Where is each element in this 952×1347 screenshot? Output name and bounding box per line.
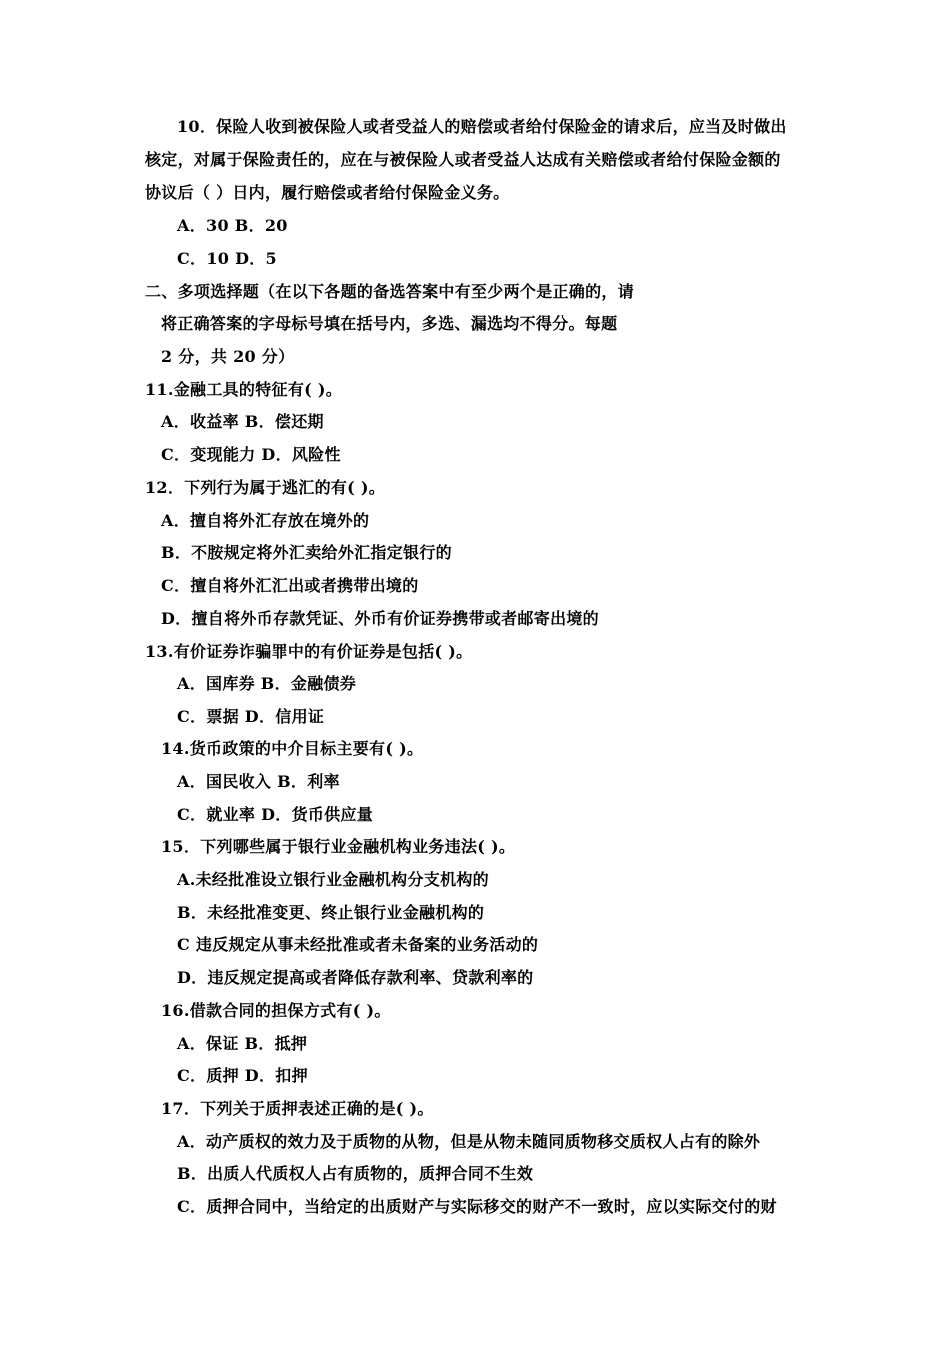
q14-options-ab: A．国民收入 B．利率 — [177, 772, 340, 791]
q14-stem: 14.货币政策的中介目标主要有( )。 — [161, 739, 424, 758]
section-2-heading-line-2: 将正确答案的字母标号填在括号内，多选、漏选均不得分。每题 — [161, 314, 618, 333]
section-2-heading-line-1: 二、多项选择题（在以下各题的备选答案中有至少两个是正确的，请 — [145, 282, 635, 301]
q13-stem: 13.有价证券诈骗罪中的有价证券是包括( )。 — [145, 642, 473, 661]
q11-options-ab: A．收益率 B．偿还期 — [161, 412, 324, 431]
q10-options-cd: C．10 D．5 — [177, 249, 277, 268]
q12-option-b: B．不胺规定将外汇卖给外汇指定银行的 — [161, 543, 452, 562]
q12-option-c: C．擅自将外汇汇出或者携带出境的 — [161, 576, 419, 595]
q11-stem: 11.金融工具的特征有( )。 — [145, 380, 343, 399]
q10-line-3: 协议后（ ）日内，履行赔偿或者给付保险金义务。 — [145, 183, 510, 202]
q15-option-a: A.未经批准设立银行业金融机构分支机构的 — [177, 870, 489, 889]
q15-option-b: B．未经批准变更、终止银行业金融机构的 — [177, 903, 485, 922]
q10-line-2: 核定，对属于保险责任的，应在与被保险人或者受益人达成有关赔偿或者给付保险金额的 — [145, 150, 781, 169]
q17-stem: 17．下列关于质押表述正确的是( )。 — [161, 1099, 434, 1118]
q15-stem: 15．下列哪些属于银行业金融机构业务违法( )。 — [161, 837, 516, 856]
q13-options-ab: A．国库券 B．金融债券 — [177, 674, 357, 693]
q15-option-c: C 违反规定从事未经批准或者未备案的业务活动的 — [177, 935, 539, 954]
q16-stem: 16.借款合同的担保方式有( )。 — [161, 1001, 391, 1020]
q10-line-1: 10．保险人收到被保险人或者受益人的赔偿或者给付保险金的请求后，应当及时做出 — [177, 117, 787, 136]
q15-option-d: D．违反规定提高或者降低存款利率、贷款利率的 — [177, 968, 534, 987]
q12-option-d: D．擅自将外币存款凭证、外币有价证券携带或者邮寄出境的 — [161, 609, 599, 628]
q16-options-cd: C．质押 D．扣押 — [177, 1066, 308, 1085]
section-2-heading-line-3: 2 分，共 20 分） — [161, 347, 295, 366]
q17-option-b: B．出质人代质权人占有质物的，质押合同不生效 — [177, 1164, 534, 1183]
q10-options-ab: A．30 B．20 — [177, 216, 288, 235]
q11-options-cd: C．变现能力 D．风险性 — [161, 445, 341, 464]
q13-options-cd: C．票据 D．信用证 — [177, 707, 325, 726]
q14-options-cd: C．就业率 D．货币供应量 — [177, 805, 374, 824]
q12-option-a: A．擅自将外汇存放在境外的 — [161, 511, 370, 530]
q17-option-c: C．质押合同中，当给定的出质财产与实际移交的财产不一致时，应以实际交付的财 — [177, 1197, 777, 1216]
q12-stem: 12．下列行为属于逃汇的有( )。 — [145, 478, 386, 497]
q16-options-ab: A．保证 B．抵押 — [177, 1034, 308, 1053]
q17-option-a: A．动产质权的效力及于质物的从物，但是从物未随同质物移交质权人占有的除外 — [177, 1132, 761, 1151]
